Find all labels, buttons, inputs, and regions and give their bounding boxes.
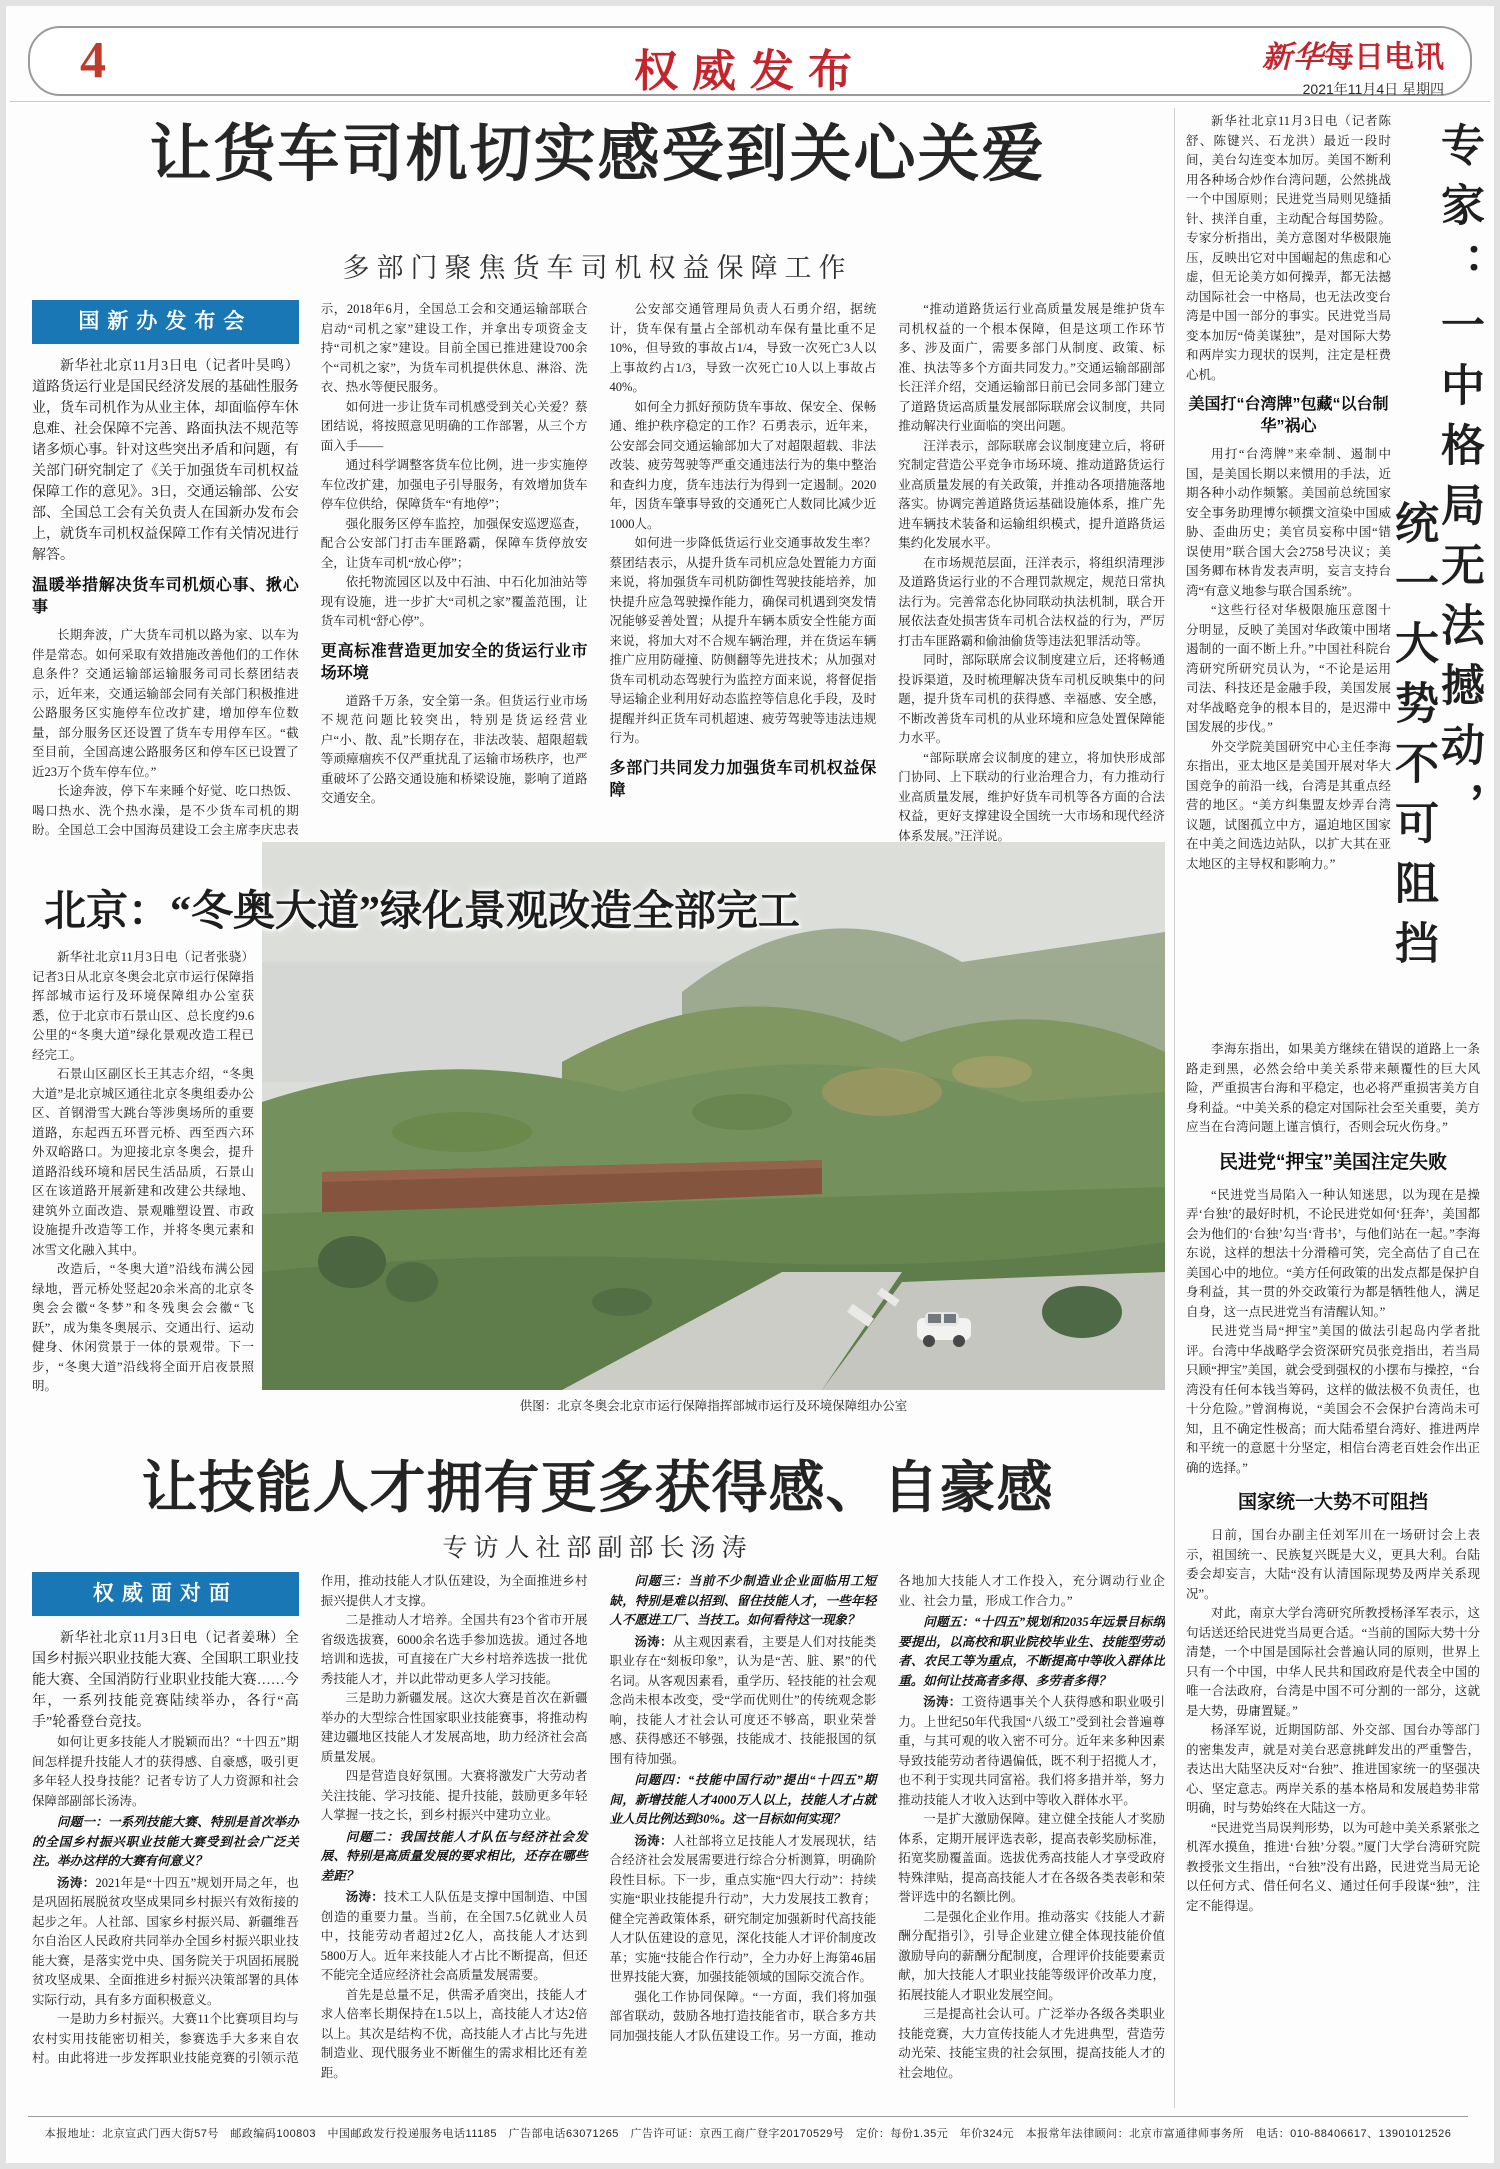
paragraph: 汤涛：技术工人队伍是支撑中国制造、中国创造的重要力量。当前，在全国7.5亿就业人员中，技能劳动者超过2亿人，高技能人才达到5800万人。近年来技能人才占比不断提高，但还不能完全适应经济社会高质量发展需要。 xyxy=(320,1890,588,1982)
paragraph: 二是推动人才培养。全国共有23个省市开展省级选拔赛，6000余名选手参加选拔。通过各地培训和选拔，可直接在广大乡村培养选拔一批优秀技能人才，并以此带动更多人学习技能。 xyxy=(320,1613,588,1686)
section-banner: 权威发布 xyxy=(634,47,866,96)
kicker-box-press-conference: 国新办发布会 xyxy=(32,300,299,344)
paragraph: 通过科学调整客货车位比例，进一步实施停车位改扩建，加强电子引导服务，有效增加货车停车位供给，保障货车“有地停”； xyxy=(320,458,588,511)
paragraph: 公安部交通管理局负责人石勇介绍，据统计，货车保有量占全部机动车保有量比重不足10%，但导致的事故占1/4，导致一次死亡3人以上事故约占1/3，导致一次死亡10人以上事故占40%。 xyxy=(609,302,877,394)
paragraph: 三是提高社会认可。广泛举办各级各类职业技能竞赛，大力宣传技能人才先进典型，营造劳动光荣、技能宝贵的社会氛围，提高技能人才的社会地位。 xyxy=(898,2007,1165,2080)
paragraph: 用打“台湾牌”来牵制、遏制中国，是美国长期以来惯用的手法，近期各种小动作频繁。美国前总统国家安全事务助理博尔顿撰文渲染中国威胁、歪曲历史；美官员妄称中国“错误使用”联合国大会2758号决议；美国务卿布林肯发表声明，妄言支持台湾“有意义地参与联合国系统”。 xyxy=(1186,447,1391,598)
paragraph: 如何全力抓好预防货车事故、保安全、保畅通、维护秩序稳定的工作？石勇表示，近年来，公安部会同交通运输部加大了对超限超载、非法改装、疲劳驾驶等严重交通违法行为的集中整治和查纠力度，货车违法行为得到一定遏制。2020年，因货车肇事导致的交通死亡人数同比减少近1000人。 xyxy=(609,399,877,531)
paragraph: 新华社北京11月3日电（记者张骁）记者3日从北京冬奥会北京市运行保障指挥部城市运行及环境保障组办公室获悉，位于北京市石景山区、总长度约9.6公里的“冬奥大道”绿化景观改造工程已经完工。 xyxy=(32,950,254,1062)
paragraph: “推动道路货运行业高质量发展是维护货车司机权益的一个根本保障，但是这项工作环节多、涉及面广，需要多部门从制度、政策、标准、执法等多个方面共同发力。”交通运输部副部长汪洋介绍，交通运输部日前已会同多部门建立了道路货运高质量发展部际联席会议制度，共同推动解决行业面临的突出问题。 xyxy=(898,302,1165,433)
paragraph: 汤涛：2021年是“十四五”规划开局之年，也是巩固拓展脱贫攻坚成果同乡村振兴有效衔接的起步之年。人社部、国家乡村振兴局、新疆维吾尔自治区人民政府共同举办全国乡村振兴职业技能大赛，是落实党中央、国务院关于巩固拓展脱贫攻坚成果、全面推进乡村振兴决策部署的具体实际行动，具有多方面积极意义。 xyxy=(32,1875,299,2007)
kicker-box-interview: 权威面对面 xyxy=(32,1572,299,1616)
sub-headline: 温暖举措解决货车司机烦心事、揪心事 xyxy=(32,577,299,616)
paragraph: 问题三：当前不少制造业企业面临用工短缺，特别是难以招到、留住技能人才，一些年轻人不愿进工厂、当技工。如何看待这一现象？ xyxy=(609,1574,877,1627)
paragraph: “民进党当局陷入一种认知迷思，以为现在是操弄‘台独’的最好时机，不论民进党如何‘狂奔’，美国都会为他们的‘台独’勾当‘背书’，与他们站在一起。”李海东说，这样的想法十分滑稽可笑，完全高估了自己在美国心中的地位。“美方任何政策的出发点都是保护自身利益，其一贯的外交政策行为都是牺牲他人，满足自身，这一点民进党当有清醒认知。” xyxy=(1186,1187,1480,1319)
paragraph: 强化工作协同保障。“一方面，我们将加强部省联动，鼓励各地打造技能省市，联合多方共同加强技能人才队伍建设工作。另一方面，推动各地加大技能人才工作投入，充分调动行业企业、社会力量，形成工作合力。” xyxy=(609,1574,1165,2043)
paragraph: 对此，南京大学台湾研究所教授杨泽军表示，这句话送还给民进党当局更合适。“当前的国际大势十分清楚，一个中国是国际社会普遍认同的原则，世界上只有一个中国，中华人民共和国政府是代表全中国的唯一合法政府，台湾是中国不可分割的一部分，这就是大势，毋庸置疑。” xyxy=(1186,1606,1480,1718)
sub-headline: 国家统一大势不可阻挡 xyxy=(1237,1492,1428,1513)
masthead-logo xyxy=(1262,32,1444,76)
paragraph: 问题四：“技能中国行动”提出“十四五”期间，新增技能人才4000万人以上，技能人才占就业人员比例达到30%。这一目标如何实现？ xyxy=(609,1773,877,1826)
sub-headline: 美国打“台湾牌”包藏“以台制华”祸心 xyxy=(1188,396,1389,435)
paragraph: 问题二：我国技能人才队伍与经济社会发展、特别是高质量发展的要求相比，还存在哪些差距？ xyxy=(320,1829,588,1883)
taiwan-article-bottom-column xyxy=(1186,1040,1480,2106)
paragraph: 汤涛：从主观因素看，主要是人们对技能类职业存在“刻板印象”，认为是“苦、脏、累”的代名词。从客观因素看，重学历、轻技能的社会观念尚未根本改变，受“学而优则仕”的传统观念影响，技能人才社会认可度还不够高，职业荣誉感、获得感还不够强，技能成才、技能报国的氛围有待加强。 xyxy=(609,1634,877,1766)
truck-article-paragraphs xyxy=(32,300,1165,846)
paragraph: 日前，国台办副主任刘军川在一场研讨会上表示，祖国统一、民族复兴既是大义，更具大利。台陆委会却妄言，大陆“没有认清国际现势及两岸关系现况”。 xyxy=(1186,1528,1480,1601)
paragraph: “部际联席会议制度的建立，将加快形成部门协同、上下联动的行业治理合力，有力推动行业高质量发展，维护好货车司机等各方面的合法权益，更好支撑建设全国统一大市场和现代经济体系发展。”汪洋说。 xyxy=(898,750,1165,843)
paragraph: 二是强化企业作用。推动落实《技能人才薪酬分配指引》，引导企业建立健全体现技能价值激励导向的薪酬分配制度，合理评价技能要素贡献，加大技能人才职业技能等级评价改革力度，拓展技能人才职业发展空间。 xyxy=(898,1909,1165,2002)
paragraph: 新华社北京11月3日电（记者陈舒、陈键兴、石龙洪）最近一段时间，美台勾连变本加厉。美国不断利用各种场合炒作台湾问题，公然挑战一个中国原则；民进党当局则见缝插针、挟洋自重，主动配合每国势险。专家分析指出，美方意图对华极限施压，反映出它对中国崛起的焦虑和心虚，但无论美方如何操弄，都无法撼动国际社会一中格局，也无法改变台湾是中国一部分的事实。民进党当局变本加厉“倚美谋独”，是对国际大势和两岸实力现状的误判，注定是枉费心机。 xyxy=(1186,114,1391,382)
sub-headline: 多部门共同发力加强货车司机权益保障 xyxy=(609,759,877,799)
sub-headline: 更高标准营造更加安全的货运行业市场环境 xyxy=(320,642,588,682)
paragraph: 依托物流园区以及中石油、中石化加油站等现有设施，进一步扩大“司机之家”覆盖范围，让货车司机“舒心停”。 xyxy=(320,575,588,628)
paragraph: 长途奔波，停下车来睡个好觉、吃口热饭、喝口热水、洗个热水澡，是不少货车司机的期盼。全国总工会中国海员建设工会主席李庆忠表示，2018年6月，全国总工会和交通运输部联合启动“司机之家”建设工作，并拿出专项资金支持“司机之家”建设。目前全国已推进建设700余个“司机之家”，为货车司机提供休息、淋浴、洗衣、热水等便民服务。 xyxy=(32,302,588,837)
truck-article-subhead: 多部门聚焦货车司机权益保障工作 xyxy=(342,253,853,283)
masthead xyxy=(1262,32,1444,99)
skills-article-body xyxy=(32,1572,1165,2110)
paragraph: 强化服务区停车监控，加强保安巡逻巡查，配合公安部门打击车匪路霸，保障车货停放安全，让货车司机“放心停”； xyxy=(320,516,588,570)
paragraph: 民进党当局“押宝”美国的做法引起岛内学者批评。台湾中华战略学会资深研究员张竞指出，若当局只顾“押宝”美国，就会受到强权的小摆布与操控，“台湾没有任何本钱当筹码，这样的做法极不负责任，也十分危险。”曾润梅说，“美国会不会保护台湾尚未可知，且不确定性极高；而大陆希望台湾好、推进两岸和平统一的意愿十分坚定，相信台湾老百姓会作出正确的选择。” xyxy=(1186,1324,1480,1475)
paragraph: 如何进一步让货车司机感受到关心关爱？蔡团结说，将按照意见明确的工作部署，从三个方面入手—— xyxy=(320,399,588,453)
taiwan-article-paragraphs-top xyxy=(1186,112,1391,874)
taiwan-vertical-headline-right: 专家：一中格局无法撼动， xyxy=(1434,122,1483,842)
page-header xyxy=(28,26,1472,96)
paragraph: 道路千万条，安全第一条。但货运行业市场不规范问题比较突出，特别是货运经营业户“小、散、乱”长期存在，非法改装、超限超载等顽瘴痼疾不仅严重扰乱了运输市场秩序，也严重破坏了公路交通设施和桥梁设施，影响了道路交通安全。 xyxy=(320,693,588,805)
paragraph: 新华社北京11月3日电（记者叶昊鸣）道路货运行业是国民经济发展的基础性服务业，货车司机作为从业主体，却面临停车休息难、社会保障不完善、路面执法不规范等诸多烦心事。针对这些突出矛盾和问题，有关部门研究制定了《关于加强货车司机权益保障工作的意见》。3日，交通运输部、公安部、全国总工会有关负责人在国新办发布会上，就货车司机权益保障工作有关情况进行解答。 xyxy=(32,359,299,563)
truck-article-headline: 让货车司机切实感受到关心关爱 xyxy=(149,121,1046,189)
paragraph: 在市场规范层面，汪洋表示，将组织清理涉及道路货运行业的不合理罚款规定，规范日常执法行为。完善常态化协同联动执法机制，联合开展依法查处损害货车司机合法权益的行为，严厉打击车匪路霸和偷油偷货等违法犯罪活动等。 xyxy=(898,555,1165,648)
skills-article-subhead: 专访人社部副部长汤涛 xyxy=(442,1534,753,1562)
paragraph: 汪洋表示，部际联席会议制度建立后，将研究制定营造公平竞争市场环境、推动道路货运行业高质量发展的有关政策，并推动各项措施落地落实。协调完善道路货运基础设施体系，推广先进车辆技术装备和运输组织模式，提升道路货运集约化发展水平。 xyxy=(898,438,1165,550)
skills-article-paragraphs xyxy=(32,1572,1165,2083)
beijing-article-paragraphs xyxy=(32,948,254,1397)
masthead-rest-part: 每日电讯 xyxy=(1324,41,1444,74)
paragraph: 汤涛：人社部将立足技能人才发展现状，结合经济社会发展需要进行综合分析测算，明确阶段性目标。下一步，重点实施“四大行动”：持续实施“职业技能提升行动”，大力发展技工教育；健全完善政策体系，研究制定加强新时代高技能人才队伍建设的意见，深化技能人才评价制度改革；实施“技能合作行动”，全力办好上海第46届世界技能大赛，加强技能领域的国际交流合作。 xyxy=(609,1833,877,1984)
taiwan-vertical-headline-left: 统一大势不可阻挡 xyxy=(1388,500,1437,980)
paragraph: “民进党当局误判形势，以为可趁中美关系紧张之机浑水摸鱼，推进‘台独’分裂。”厦门大学台湾研究院教授张文生指出，“台独”没有出路，民进党当局无论以任何方式、借任何名义、通过任何手段谋“独”，注定不能得逞。 xyxy=(1186,1820,1480,1913)
paragraph: 如何让更多技能人才脱颖而出？“十四五”期间怎样提升技能人才的获得感、自豪感，吸引更多年轻人投身技能？记者专访了人力资源和社会保障部副部长汤涛。 xyxy=(32,1735,299,1808)
imprint-footer: 本报地址：北京宣武门西大街57号 邮政编码100803 中国邮政发行投递服务电话11185 广告部电话63071265 广告许可证：京西工商广登字20170529号 定价：每份1.35元 年价324元 本报常年法律顾问：北京市富通律师事务所 电话：010-88406617、13901012526 xyxy=(28,2116,1468,2141)
paragraph: 改造后，“冬奥大道”沿线布满公园绿地，晋元桥处竖起20余米高的北京冬奥会会徽“冬梦”和冬残奥会会徽“飞跃”，成为集冬奥展示、交通出行、运动健身、休闲赏景于一体的景观带。下一步，“冬奥大道”沿线将全面开启夜景照明。 xyxy=(32,1262,254,1393)
paragraph: 杨泽军说，近期国防部、外交部、国台办等部门的密集发声，就是对美台恶意挑衅发出的严重警告，表达出大陆坚决反对“台独”、推进国家统一的坚强决心、坚定意志。两岸关系的基本格局和发展趋势非常明确，时与势始终在大陆这一方。 xyxy=(1186,1723,1480,1815)
paragraph: 外交学院美国研究中心主任李海东指出，亚太地区是美国开展对华大国竞争的前沿一线，台湾是其重点经营的地区。“美方纠集盟友炒弄台湾议题，试图孤立中方，逼迫地区国家在中美之间选边站队，以扩大其在亚太地区的主导权和影响力。” xyxy=(1186,739,1391,871)
sub-headline: 民进党“押宝”美国注定失败 xyxy=(1218,1151,1447,1173)
paragraph: 问题五：“十四五”规划和2035年远景目标纲要提出，以高校和职业院校毕业生、技能型劳动者、农民工等为重点，不断提高中等收入群体比重。如何让技高者多得、多劳者多得？ xyxy=(898,1615,1165,1688)
beijing-article-body xyxy=(32,948,254,1406)
paragraph: 三是助力新疆发展。这次大赛是首次在新疆举办的大型综合性国家职业技能赛事，将推动构建边疆地区技能人才发展高地，助力经济社会高质量发展。 xyxy=(320,1691,588,1764)
paragraph: 新华社北京11月3日电（记者姜琳）全国乡村振兴职业技能大赛、全国职工职业技能大赛、全国消防行业职业技能大赛……今年，一系列技能竞赛陆续举办，各行“高手”轮番登台竞技。 xyxy=(32,1631,299,1730)
paragraph: “这些行径对华极限施压意图十分明显，反映了美国对华政策中围堵遏制的一面不断上升。”中国社科院台湾研究所研究员认为，“不论是运用司法、科技还是金融手段，美国发展对华战略竞争的根本目的，是迟滞中国发展的步伐。” xyxy=(1186,603,1391,734)
paragraph: 汤涛：工资待遇事关个人获得感和职业吸引力。上世纪50年代我国“八级工”受到社会普遍尊重，与其可观的收入密不可分。近年来多种因素导致技能劳动者待遇偏低，既不利于招揽人才，也不利于实现共同富裕。我们将多措并举，努力推动技能人才收入达到中等收入群体水平。 xyxy=(898,1695,1165,1807)
truck-article-body xyxy=(32,300,1165,876)
masthead-script-part: 新华 xyxy=(1262,41,1324,74)
photo-caption: 供图：北京冬奥会北京市运行保障指挥部城市运行及环境保障组办公室 xyxy=(519,1399,908,1413)
column-divider xyxy=(1174,108,1175,2108)
paragraph: 问题一：一系列技能大赛、特别是首次举办的全国乡村振兴职业技能大赛受到社会广泛关注。举办这样的大赛有何意义？ xyxy=(32,1815,299,1868)
taiwan-article-first-column xyxy=(1186,112,1391,1038)
paragraph: 一是助力乡村振兴。大赛11个比赛项目均与农村实用技能密切相关，参赛选手大多来自农村。由此将进一步发挥职业技能竞赛的引领示范作用，推动技能人才队伍建设，为全面推进乡村振兴提供人才支撑。 xyxy=(32,1574,588,2065)
paragraph: 首先是总量不足，供需矛盾突出，技能人才求人倍率长期保持在1.5以上，高技能人才达2倍以上。其次是结构不优，高技能人才占比与先进制造业、现代服务业不断催生的需求相比还有差距。 xyxy=(320,1987,588,2080)
taiwan-article-paragraphs-bottom xyxy=(1186,1040,1480,1916)
paragraph: 石景山区副区长王其志介绍，“冬奥大道”是北京城区通往北京冬奥组委办公区、首钢滑雪大跳台等涉奥场所的重要道路，东起西五环晋元桥、西至西六环外双峪路口。为迎接北京冬奥会，提升道路沿线环境和居民生活品质，石景山区在该道路开展新建和改建公共绿地、建筑外立面改造、景观雕塑设置、市政设施提升改造等工作，并将冬奥元素和冰雪文化融入其中。 xyxy=(32,1067,254,1257)
header-divider xyxy=(10,101,1490,102)
paragraph: 如何进一步降低货运行业交通事故发生率？蔡团结表示，从提升货车司机应急处置能力方面来说，将加强货车司机防御性驾驶技能培养，加快提升应急驾驶操作能力，确保司机遇到突发情况能够妥善处置；从提升车辆本质安全性能方面来说，将加大对不合规车辆治理，并在货运车辆推广应用防碰撞、防侧翻等先进技术；从加强对货车司机动态驾驶行为监控方面来说，将督促指导运输企业利用好动态监控等信息化手段，及时提醒并纠正货车司机超速、疲劳驾驶等违法违规行为。 xyxy=(609,536,877,745)
paragraph: 李海东指出，如果美方继续在错误的道路上一条路走到黑，必然会给中美关系带来颠覆性的巨大风险，严重损害台海和平稳定，也必将严重损害美方自身利益。“中美关系的稳定对国际社会至关重要，美方应当在台湾问题上谨言慎行，否则会玩火伤身。” xyxy=(1186,1042,1480,1134)
beijing-article-headline: 北京：“冬奥大道”绿化景观改造全部完工 xyxy=(44,889,801,935)
paragraph: 同时，部际联席会议制度建立后，还将畅通投诉渠道，及时梳理解决货车司机反映集中的问题，提升货车司机的获得感、幸福感、安全感，不断改善货车司机的从业环境和应急处置保障能力水平。 xyxy=(898,653,1165,745)
paragraph: 长期奔波，广大货车司机以路为家、以车为伴是常态。如何采取有效措施改善他们的工作休息条件？交通运输部运输服务司司长蔡团结表示，近年来，交通运输部会同有关部门积极推进公路服务区实施停车位改扩建，增加停车位数量，部分服务区还设置了货车专用停车区。“截至目前，全国高速公路服务区和停车区已设置了近23万个货车停车位。” xyxy=(32,628,299,779)
issue-date: 2021年11月4日 星期四 xyxy=(1302,81,1444,97)
page-number: 4 xyxy=(80,32,106,89)
paragraph: 一是扩大激励保障。建立健全技能人才奖励体系，定期开展评选表彰，提高表彰奖励标准，拓宽奖励覆盖面。选拔优秀高技能人才享受政府特殊津贴，提高高技能人才在各级各类表彰和荣誉评选中的名额比例。 xyxy=(898,1812,1165,1904)
skills-article-headline: 让技能人才拥有更多获得感、自豪感 xyxy=(141,1458,1054,1520)
paragraph: 四是营造良好氛围。大赛将激发广大劳动者关注技能、学习技能、提升技能，鼓励更多年轻人掌握一技之长，到乡村振兴中建功立业。 xyxy=(320,1769,588,1822)
